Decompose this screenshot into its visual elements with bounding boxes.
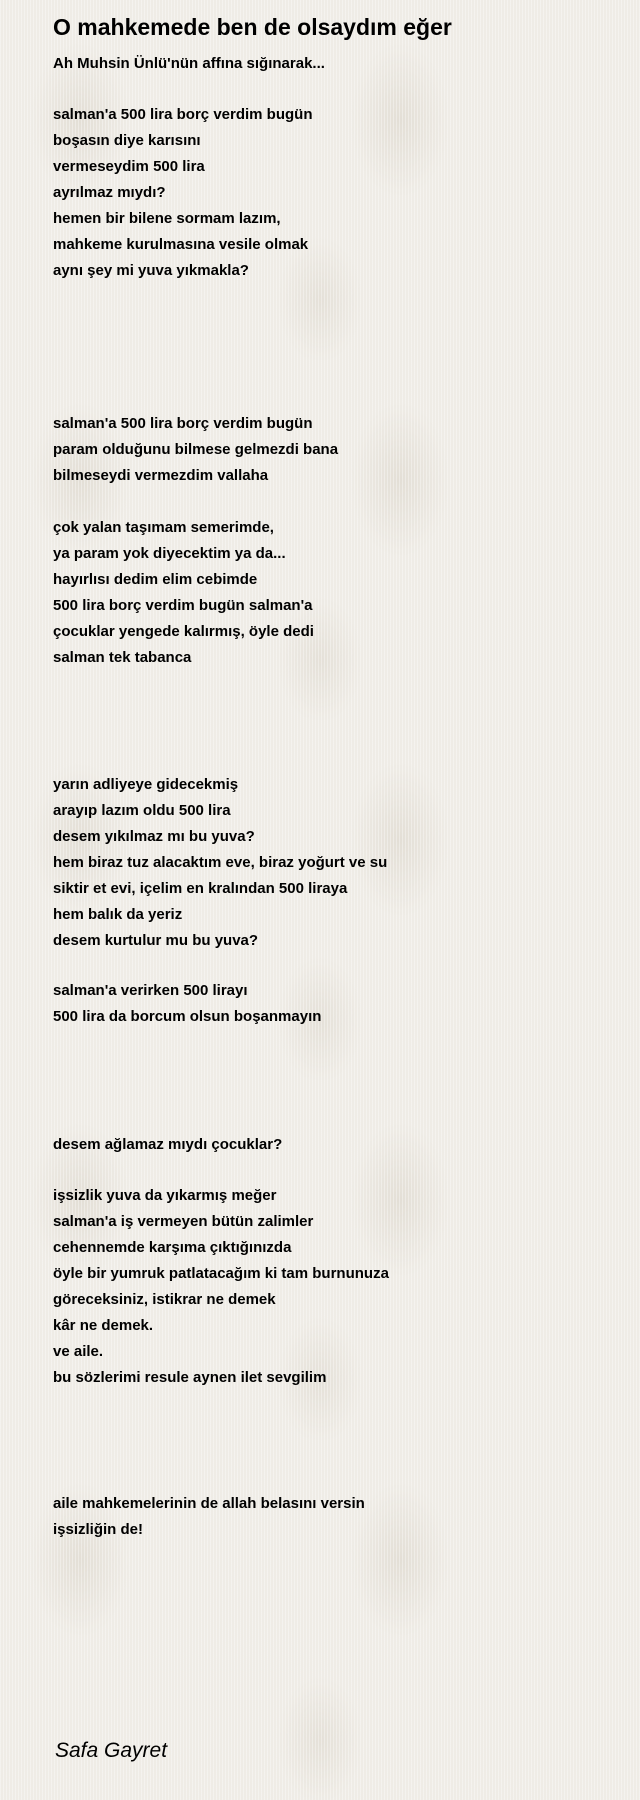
poem-line: aile mahkemelerinin de allah belasını versin: [53, 1495, 365, 1512]
poem-line: salman tek tabanca: [53, 649, 192, 666]
poem-line: göreceksiniz, istikrar ne demek: [53, 1291, 276, 1308]
stanza-5: [53, 978, 321, 1030]
poem-line: arayıp lazım oldu 500 lira: [53, 802, 231, 819]
poem-line: salman'a iş vermeyen bütün zalimler: [53, 1213, 314, 1230]
stanza-6: [53, 1132, 282, 1158]
poem-line: ya param yok diyecektim ya da...: [53, 545, 286, 562]
poem-line: vermeseydim 500 lira: [53, 158, 205, 175]
poem-line: işsizlik yuva da yıkarmış meğer: [53, 1187, 277, 1204]
stanza-7: [53, 1183, 389, 1391]
stanza-2: [53, 411, 338, 489]
poem-line: öyle bir yumruk patlatacağım ki tam burnunuza: [53, 1265, 389, 1282]
poem-line: salman'a 500 lira borç verdim bugün: [53, 106, 313, 123]
poem-line: ve aile.: [53, 1343, 104, 1360]
poem-line: hayırlısı dedim elim cebimde: [53, 571, 258, 588]
poem-line: işsizliğin de!: [53, 1521, 144, 1538]
poem-line: cehennemde karşıma çıktığınızda: [53, 1239, 292, 1256]
poem-line: boşasın diye karısını: [53, 132, 201, 149]
poem-line: param olduğunu bilmese gelmezdi bana: [53, 441, 339, 458]
poem-line: ayrılmaz mıydı?: [53, 184, 166, 201]
poem-line: desem yıkılmaz mı bu yuva?: [53, 828, 255, 845]
poem-line: bilmeseydi vermezdim vallaha: [53, 467, 269, 484]
poem-line: bu sözlerimi resule aynen ilet sevgilim: [53, 1369, 327, 1386]
poem-dedication: Ah Muhsin Ünlü'nün affına sığınarak...: [53, 55, 325, 72]
poem-line: yarın adliyeye gidecekmiş: [53, 776, 239, 793]
poem-line: hem biraz tuz alacaktım eve, biraz yoğurt ve su: [53, 854, 388, 871]
poem-line: hemen bir bilene sormam lazım,: [53, 210, 281, 227]
stanza-4: [53, 772, 387, 954]
stanza-3: [53, 515, 314, 671]
poem-line: mahkeme kurulmasına vesile olmak: [53, 236, 309, 253]
poem-line: desem kurtulur mu bu yuva?: [53, 932, 259, 949]
poem-line: hem balık da yeriz: [53, 906, 183, 923]
poem-line: siktir et evi, içelim en kralından 500 liraya: [53, 880, 348, 897]
poem-line: desem ağlamaz mıydı çocuklar?: [53, 1136, 283, 1153]
stanza-8: [53, 1491, 365, 1543]
poem-line: salman'a verirken 500 lirayı: [53, 982, 248, 999]
poem-line: 500 lira da borcum olsun boşanmayın: [53, 1008, 322, 1025]
poem-line: kâr ne demek.: [53, 1317, 154, 1334]
poem-title: O mahkemede ben de olsaydım eğer: [53, 14, 452, 40]
stanza-1: [53, 102, 313, 284]
poem-author[interactable]: Safa Gayret: [55, 1739, 168, 1762]
poem-line: 500 lira borç verdim bugün salman'a: [53, 597, 313, 614]
poem-line: aynı şey mi yuva yıkmakla?: [53, 262, 249, 279]
poem-line: çok yalan taşımam semerimde,: [53, 519, 274, 536]
poem-line: salman'a 500 lira borç verdim bugün: [53, 415, 313, 432]
poem-line: çocuklar yengede kalırmış, öyle dedi: [53, 623, 314, 640]
